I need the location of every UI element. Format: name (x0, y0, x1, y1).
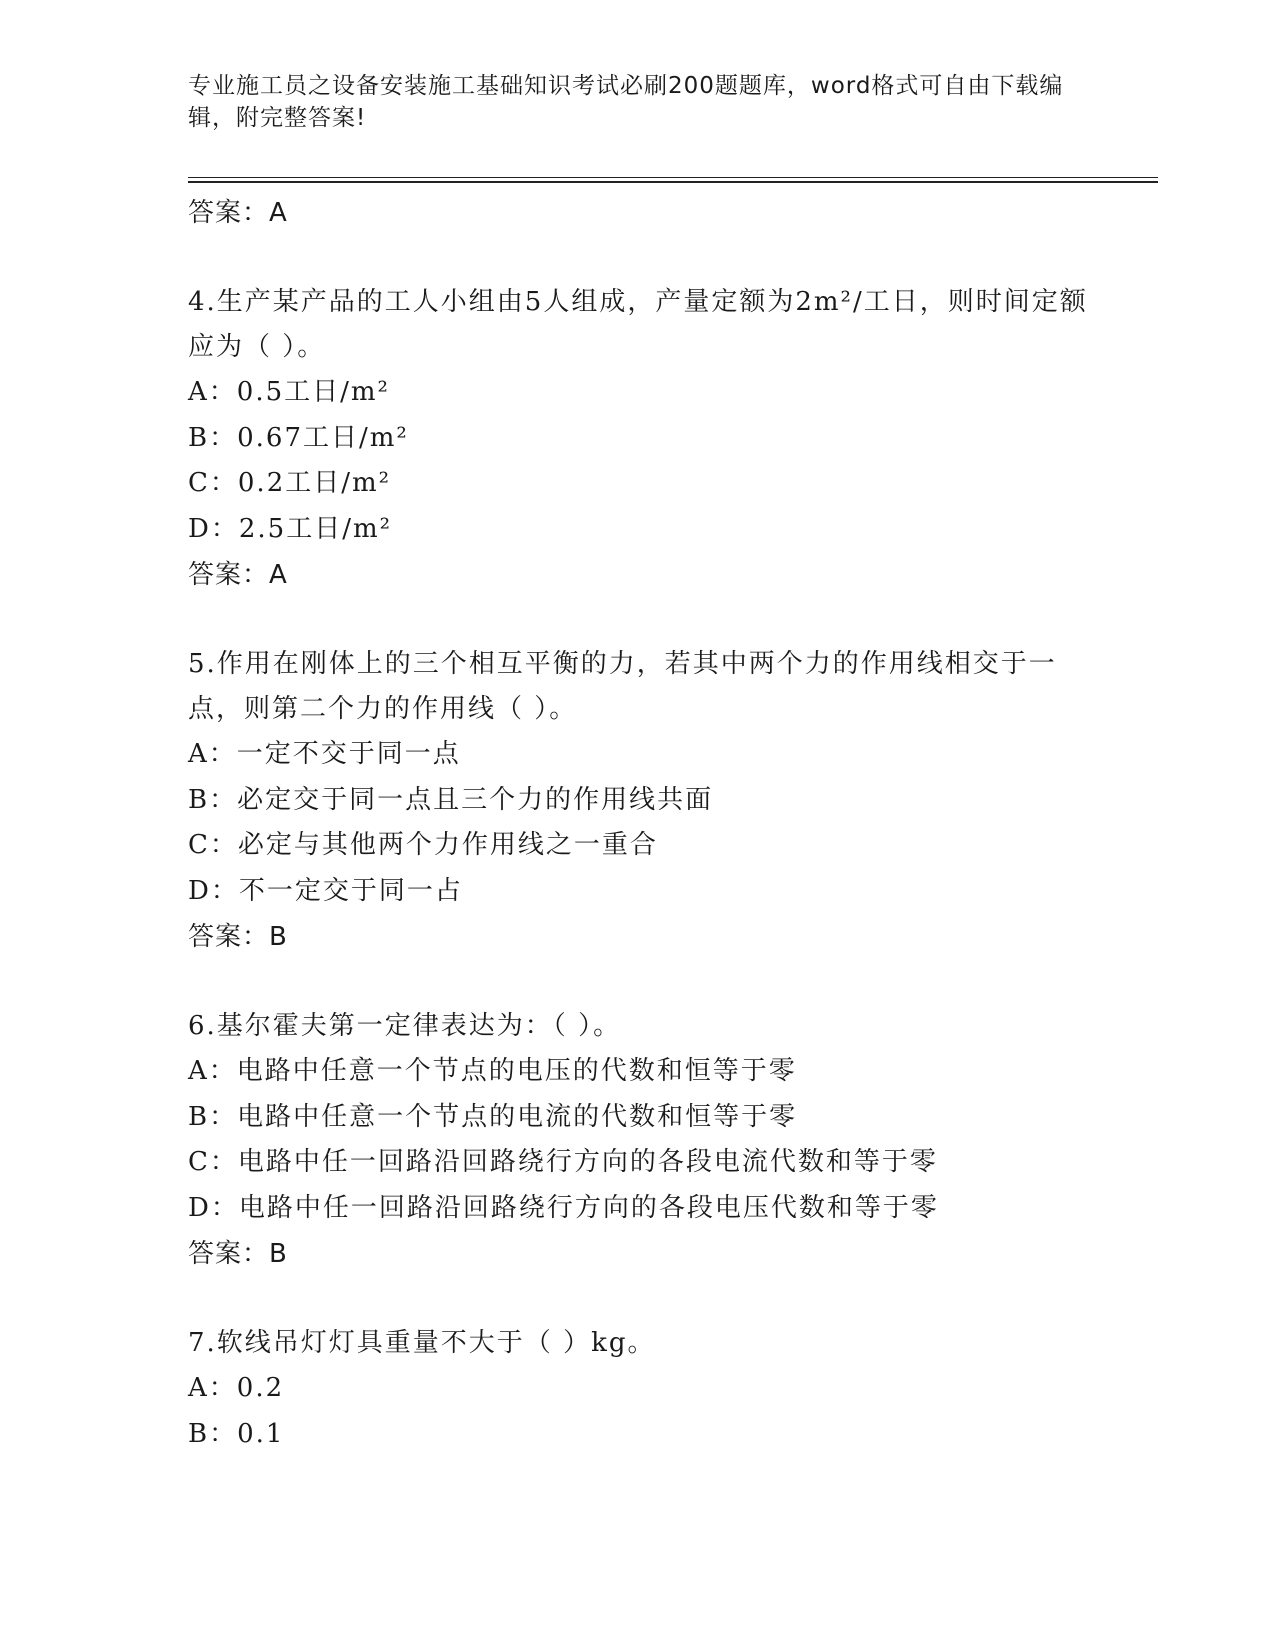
question-stem: 6.基尔霍夫第一定律表达为：（ ）。 (188, 1011, 622, 1041)
option-b: B：0.1 (188, 1418, 285, 1449)
option-b: B：必定交于同一点且三个力的作用线共面 (188, 784, 714, 815)
question-5 (188, 642, 1088, 960)
option-a: A：电路中任意一个节点的电压的代数和恒等于零 (188, 1056, 797, 1086)
option-c: C：电路中任一回路沿回路绕行方向的各段电流代数和等于零 (188, 1147, 938, 1177)
option-d: D：电路中任一回路沿回路绕行方向的各段电压代数和等于零 (188, 1192, 939, 1223)
question-stem: 4.生产某产品的工人小组由5人组成，产量定额为2m²/工日，则时间定额应为（ ）。 (188, 287, 1088, 362)
header-rule-thin (188, 177, 1158, 178)
option-b: B：0.67工日/m² (188, 422, 409, 453)
option-b: B：电路中任意一个节点的电流的代数和恒等于零 (188, 1101, 798, 1132)
answer-line: 答案：B (188, 922, 288, 952)
option-a: A：0.5工日/m² (188, 377, 390, 407)
question-stem: 7.软线吊灯灯具重量不大于（ ）kg。 (188, 1328, 656, 1358)
spacer (188, 598, 1088, 642)
option-d: D：不一定交于同一占 (188, 875, 463, 906)
answer-line: 答案：A (188, 560, 288, 590)
answer-line: 答案：B (188, 1239, 288, 1269)
option-a: A：0.2 (188, 1373, 285, 1403)
answer-line: 答案：A (188, 198, 288, 228)
question-list (188, 190, 1088, 1457)
option-c: C：必定与其他两个力作用线之一重合 (188, 830, 658, 860)
spacer (188, 960, 1088, 1004)
question-4 (188, 280, 1088, 598)
question-6 (188, 1004, 1088, 1277)
question-7 (188, 1321, 1088, 1457)
question-stem: 5.作用在刚体上的三个相互平衡的力，若其中两个力的作用线相交于一点，则第二个力的作用线（ ）。 (188, 649, 1057, 724)
option-c: C：0.2工日/m² (188, 468, 392, 498)
option-a: A：一定不交于同一点 (188, 739, 461, 769)
document-header: 专业施工员之设备安装施工基础知识考试必刷200题题库，word格式可自由下载编辑，附完整答案! (188, 73, 1064, 131)
spacer (188, 236, 1088, 280)
option-d: D：2.5工日/m² (188, 513, 393, 544)
header-rule-thick (188, 181, 1158, 183)
spacer (188, 1277, 1088, 1321)
